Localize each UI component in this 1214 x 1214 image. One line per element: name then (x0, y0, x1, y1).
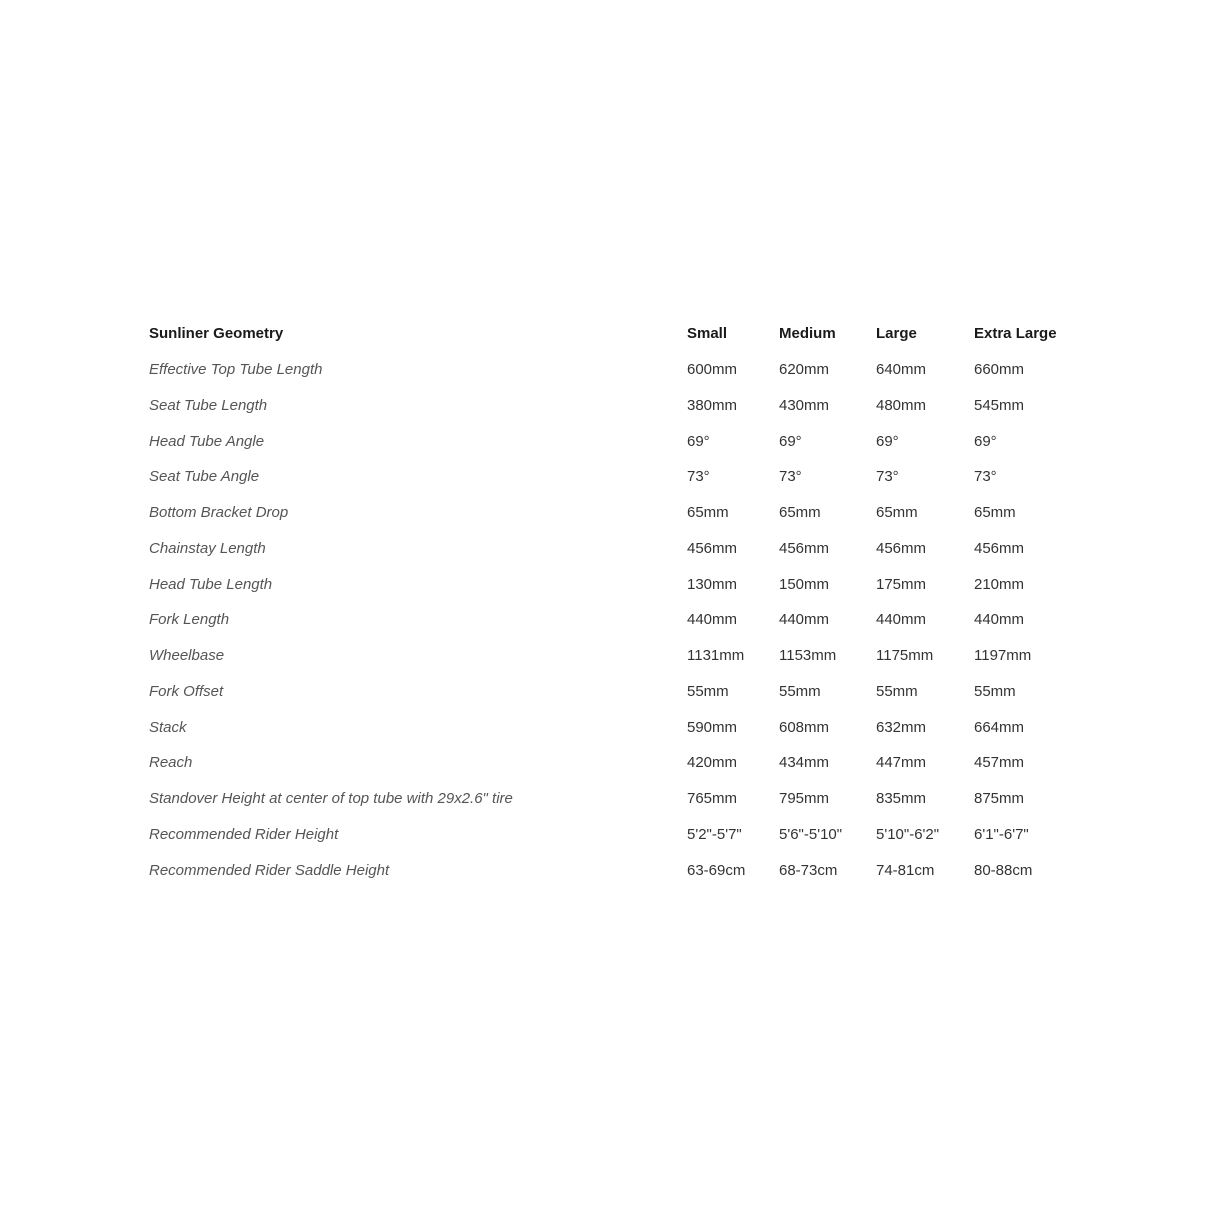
row-label: Fork Length (149, 611, 230, 629)
cell-small: 63-69cm (687, 861, 746, 879)
cell-medium: 456mm (779, 539, 830, 557)
cell-extra-large: 440mm (974, 611, 1025, 629)
cell-large: 5'10"-6'2" (876, 825, 940, 843)
row-label: Wheelbase (149, 647, 225, 665)
cell-small: 765mm (687, 790, 738, 808)
table-row (149, 459, 1079, 495)
cell-small: 130mm (687, 575, 738, 593)
table-row (149, 352, 1079, 388)
cell-medium: 73° (779, 468, 802, 486)
row-label: Chainstay Length (149, 539, 266, 557)
cell-extra-large: 1197mm (974, 647, 1032, 665)
cell-medium: 5'6"-5'10" (779, 825, 843, 843)
cell-large: 640mm (876, 361, 927, 379)
cell-large: 65mm (876, 504, 918, 522)
table-header-row (149, 316, 1079, 352)
cell-small: 69° (687, 432, 710, 450)
row-label: Effective Top Tube Length (149, 361, 323, 379)
column-header-medium: Medium (779, 325, 836, 343)
table-row (149, 745, 1079, 781)
cell-small: 55mm (687, 682, 729, 700)
cell-medium: 434mm (779, 754, 830, 772)
cell-large: 447mm (876, 754, 927, 772)
row-label: Stack (149, 718, 187, 736)
cell-large: 175mm (876, 575, 927, 593)
table-row (149, 709, 1079, 745)
cell-large: 456mm (876, 539, 927, 557)
table-row (149, 423, 1079, 459)
cell-extra-large: 65mm (974, 504, 1016, 522)
table-row (149, 852, 1079, 888)
cell-medium: 608mm (779, 718, 830, 736)
cell-small: 5'2"-5'7" (687, 825, 742, 843)
cell-extra-large: 660mm (974, 361, 1025, 379)
row-label: Seat Tube Length (149, 396, 268, 414)
cell-medium: 150mm (779, 575, 830, 593)
table-body (149, 352, 1079, 888)
cell-medium: 68-73cm (779, 861, 838, 879)
cell-small: 420mm (687, 754, 738, 772)
table-row (149, 566, 1079, 602)
cell-extra-large: 80-88cm (974, 861, 1033, 879)
row-label: Reach (149, 754, 193, 772)
row-label: Seat Tube Angle (149, 468, 260, 486)
table-row (149, 817, 1079, 853)
cell-large: 1175mm (876, 647, 934, 665)
cell-extra-large: 457mm (974, 754, 1025, 772)
cell-medium: 430mm (779, 396, 830, 414)
cell-extra-large: 545mm (974, 396, 1025, 414)
geometry-table (149, 316, 1079, 888)
row-label: Bottom Bracket Drop (149, 504, 289, 522)
cell-small: 73° (687, 468, 710, 486)
cell-large: 69° (876, 432, 899, 450)
table-row (149, 388, 1079, 424)
cell-small: 440mm (687, 611, 738, 629)
cell-extra-large: 6'1"-6'7" (974, 825, 1029, 843)
table-title: Sunliner Geometry (149, 325, 284, 343)
cell-extra-large: 73° (974, 468, 997, 486)
column-header-extra-large: Extra Large (974, 325, 1057, 343)
cell-small: 456mm (687, 539, 738, 557)
row-label: Standover Height at center of top tube with 29x2.6" tire (149, 790, 513, 808)
table-row (149, 674, 1079, 710)
cell-medium: 69° (779, 432, 802, 450)
column-header-small: Small (687, 325, 728, 343)
cell-extra-large: 456mm (974, 539, 1025, 557)
table-row (149, 638, 1079, 674)
cell-extra-large: 664mm (974, 718, 1025, 736)
cell-large: 74-81cm (876, 861, 935, 879)
table-row (149, 781, 1079, 817)
cell-small: 590mm (687, 718, 738, 736)
table-row (149, 531, 1079, 567)
cell-large: 73° (876, 468, 899, 486)
cell-small: 380mm (687, 396, 738, 414)
cell-large: 480mm (876, 396, 927, 414)
cell-extra-large: 69° (974, 432, 997, 450)
cell-medium: 65mm (779, 504, 821, 522)
cell-extra-large: 875mm (974, 790, 1025, 808)
row-label: Fork Offset (149, 682, 224, 700)
column-header-large: Large (876, 325, 917, 343)
cell-large: 55mm (876, 682, 918, 700)
table-row (149, 495, 1079, 531)
row-label: Recommended Rider Saddle Height (149, 861, 390, 879)
cell-medium: 620mm (779, 361, 830, 379)
cell-small: 65mm (687, 504, 729, 522)
cell-small: 600mm (687, 361, 738, 379)
row-label: Recommended Rider Height (149, 825, 339, 843)
cell-large: 835mm (876, 790, 927, 808)
cell-extra-large: 55mm (974, 682, 1016, 700)
table-row (149, 602, 1079, 638)
cell-small: 1131mm (687, 647, 745, 665)
row-label: Head Tube Angle (149, 432, 265, 450)
cell-medium: 1153mm (779, 647, 837, 665)
cell-extra-large: 210mm (974, 575, 1025, 593)
cell-large: 440mm (876, 611, 927, 629)
cell-large: 632mm (876, 718, 927, 736)
cell-medium: 795mm (779, 790, 830, 808)
cell-medium: 55mm (779, 682, 821, 700)
row-label: Head Tube Length (149, 575, 273, 593)
cell-medium: 440mm (779, 611, 830, 629)
